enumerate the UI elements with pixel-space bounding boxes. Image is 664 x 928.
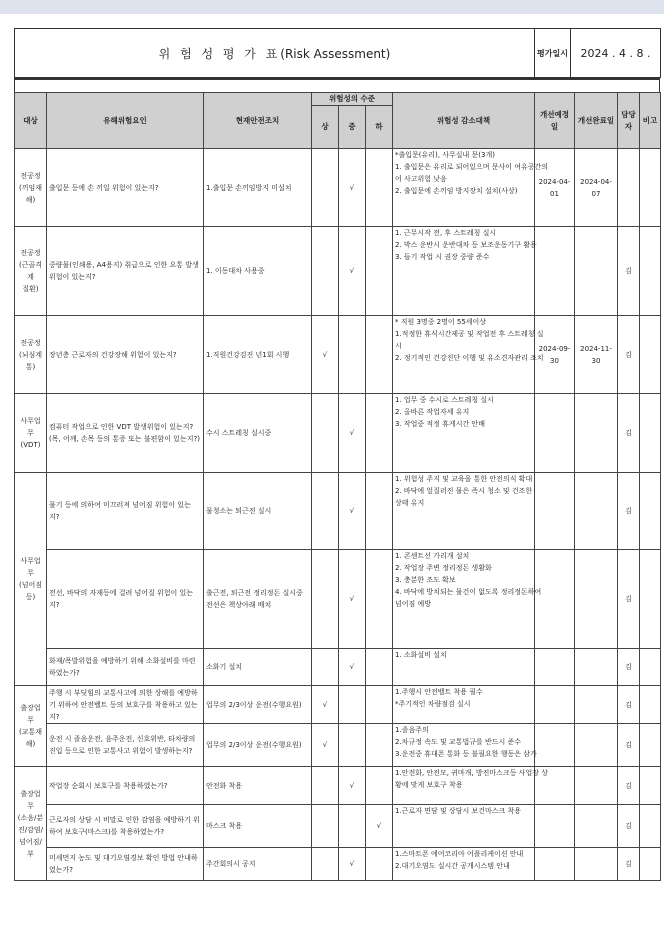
done-date-cell [575, 227, 618, 316]
top-band [0, 0, 664, 14]
level-high-cell [312, 848, 339, 881]
check-mark: √ [349, 507, 355, 515]
measure-line: 넘어짐 예방 [395, 600, 432, 608]
table-row [15, 550, 661, 649]
done-date-cell: 2024-11-30 [575, 316, 618, 394]
level-low-cell [366, 724, 393, 767]
title-table [14, 28, 661, 78]
measures-cell [393, 316, 544, 394]
level-low-cell [366, 316, 393, 394]
level-high-cell [312, 805, 339, 848]
check-mark: √ [349, 429, 355, 437]
col-level: 위험성의 수준 [312, 93, 393, 106]
level-low-cell [366, 394, 393, 473]
risk-table [14, 92, 661, 881]
measure-line: 1.안전화, 안전모, 귀마개, 방진마스크등 사업장 상 [395, 769, 548, 777]
page-title: 위 험 성 평 가 표(Risk Assessment) [15, 29, 535, 78]
check-mark: √ [322, 741, 328, 749]
current-measure-cell: 1.출입문 손끼임방지 미설치 [204, 149, 312, 227]
level-mid-cell [339, 550, 366, 649]
table-row [15, 149, 661, 227]
done-date-cell [575, 686, 618, 724]
note-cell [640, 550, 661, 649]
measures-cell [393, 848, 535, 881]
table-row [15, 316, 661, 394]
target-cell: 전공정 (끼임재해) [15, 149, 47, 227]
measure-line: 1. 위험성 주지 및 교육을 통한 안전의식 확대 [395, 475, 533, 483]
plan-date-cell [535, 848, 575, 881]
measure-line: * 직원 3명중 2명이 55세이상 [395, 318, 487, 326]
check-mark: √ [349, 595, 355, 603]
done-date-cell [575, 394, 618, 473]
level-mid-cell [339, 316, 366, 394]
col-owner: 담당자 [618, 93, 640, 149]
measures-cell [393, 227, 535, 316]
owner-cell: 김 [618, 649, 640, 686]
level-mid-cell [339, 805, 366, 848]
measures-list [395, 767, 548, 803]
check-mark: √ [376, 822, 382, 830]
table-row [15, 805, 661, 848]
target-cell: 사무업무 (VDT) [15, 394, 47, 473]
plan-date-cell [535, 805, 575, 848]
current-measure-cell: 소화기 설치 [204, 649, 312, 686]
level-mid-cell [339, 649, 366, 686]
target-cell: 사무업무 (넘어짐등) [15, 473, 47, 686]
level-low-cell [366, 805, 393, 848]
measures-list [395, 316, 544, 392]
target-cell: 출장업무 (교통재해) [15, 686, 47, 767]
note-cell [640, 848, 661, 881]
done-date-cell [575, 767, 618, 805]
hazard-cell: 출입문 등에 손 끼일 위험이 있는지? [47, 149, 204, 227]
measures-cell [393, 394, 535, 473]
table-row [15, 649, 661, 686]
col-level-mid: 중 [339, 106, 366, 149]
col-level-low: 하 [366, 106, 393, 149]
measure-line: 1.근로자 면담 및 상담시 보건마스크 착용 [395, 807, 521, 815]
measure-line: *출입문(유리), 사무실내 문(3개) [395, 151, 495, 159]
measures-cell [393, 473, 535, 550]
level-mid-cell [339, 767, 366, 805]
measure-line: 1. 근무시작 전, 후 스트레칭 실시 [395, 229, 497, 237]
measure-line: 1. 소화설비 설치 [395, 651, 447, 659]
level-high-cell [312, 649, 339, 686]
measure-line: 3.운전중 휴대폰 통화 등 불필요한 행동은 삼가 [395, 750, 537, 758]
level-low-cell [366, 149, 393, 227]
note-cell [640, 686, 661, 724]
level-low-cell [366, 550, 393, 649]
measure-line: 4. 바닥에 방치되는 물건이 없도록 정리정돈하여 [395, 588, 542, 596]
level-mid-cell [339, 724, 366, 767]
current-measure-cell: 수시 스트레칭 실시중 [204, 394, 312, 473]
done-date-cell [575, 848, 618, 881]
owner-cell [618, 149, 640, 227]
owner-cell: 김 [618, 686, 640, 724]
note-cell [640, 394, 661, 473]
table-row [15, 227, 661, 316]
hazard-cell: 근로자의 상담 시 비말로 인한 감염을 예방하기 위하여 보호구(마스크)를 착용하였는가? [47, 805, 204, 848]
col-done-date: 개선완료일 [575, 93, 618, 149]
measures-list [395, 227, 537, 314]
current-measure-cell: 출근전, 퇴근전 정리정돈 실시중 전선은 책상아래 배치 [204, 550, 312, 649]
note-cell [640, 724, 661, 767]
col-current: 현재안전조치 [204, 93, 312, 149]
measure-line: 2. 출입문에 손끼임 방지장치 설치(사상) [395, 187, 518, 195]
check-mark: √ [322, 350, 328, 359]
level-low-cell [366, 767, 393, 805]
check-mark: √ [349, 183, 355, 192]
hazard-cell: 장년층 근로자의 건강장해 위험이 있는지? [47, 316, 204, 394]
level-high-cell [312, 316, 339, 394]
plan-date-cell: 2024-09-30 [535, 316, 575, 394]
hazard-cell: 미세먼지 농도 및 대기오염경보 확인 방법 안내하였는가? [47, 848, 204, 881]
eval-date-value: 2024 . 4 . 8 . [571, 29, 661, 78]
done-date-cell [575, 724, 618, 767]
plan-date-cell [535, 550, 575, 649]
table-row [15, 767, 661, 805]
owner-cell: 김 [618, 767, 640, 805]
measures-list [395, 724, 537, 765]
owner-cell: 김 [618, 550, 640, 649]
hazard-cell: 중량물(인쇄용, A4용지) 취급으로 인한 요통 발생 위험이 있는지? [47, 227, 204, 316]
check-mark: √ [322, 700, 328, 709]
measure-line: 2.대기오염도 실시간 공개시스템 안내 [395, 862, 510, 870]
spacer-row [14, 78, 660, 92]
level-high-cell [312, 724, 339, 767]
hazard-cell: 작업장 순회시 보호구를 착용하였는가? [47, 767, 204, 805]
measure-line: 2. 올바른 작업자세 유지 [395, 408, 470, 416]
hazard-cell: 운전 시 졸음운전, 음주운전, 신호위반, 타차량의 진입 등으로 인한 교통사고 위험이 발생하는지? [47, 724, 204, 767]
measures-cell [393, 767, 548, 805]
done-date-cell [575, 473, 618, 550]
measures-cell [393, 724, 535, 767]
measures-list [395, 550, 542, 647]
measure-line: *주기적인 차량점검 실시 [395, 700, 471, 708]
table-row [15, 724, 661, 767]
col-plan-date: 개선예정일 [535, 93, 575, 149]
measures-cell [393, 805, 535, 848]
measures-list [395, 473, 532, 548]
hazard-cell: 컴퓨터 작업으로 인한 VDT 발생위험이 있는지? (목, 어깨, 손목 등의 통증 또는 불편함이 있는지?) [47, 394, 204, 473]
measure-line: 1.주행시 안전벨트 착용 필수 [395, 688, 483, 696]
measure-line: 상태 유지 [395, 499, 425, 507]
done-date-cell: 2024-04-07 [575, 149, 618, 227]
note-cell [640, 227, 661, 316]
level-low-cell [366, 686, 393, 724]
hazard-cell: 물기 등에 의하여 미끄러져 넘어짐 위험이 있는지? [47, 473, 204, 550]
level-high-cell [312, 550, 339, 649]
level-mid-cell [339, 149, 366, 227]
target-cell: 출장업무 (소음/분 진/감염/ 넘어짐/부 [15, 767, 47, 881]
risk-assessment-sheet [14, 28, 660, 881]
level-low-cell [366, 848, 393, 881]
table-row [15, 848, 661, 881]
plan-date-cell [535, 394, 575, 473]
measure-line: 2. 박스 운반시 운반대차 등 보조운동기구 활용 [395, 241, 537, 249]
target-cell: 전공정 (뇌심계통) [15, 316, 47, 394]
current-measure-cell: 안전화 착용 [204, 767, 312, 805]
level-mid-cell [339, 686, 366, 724]
check-mark: √ [349, 860, 355, 868]
measure-line: 2. 작업장 주변 정리정돈 생활화 [395, 564, 492, 572]
plan-date-cell [535, 473, 575, 550]
note-cell [640, 473, 661, 550]
level-high-cell [312, 394, 339, 473]
table-row [15, 686, 661, 724]
level-high-cell [312, 473, 339, 550]
owner-cell: 김 [618, 316, 640, 394]
measures-list [395, 848, 532, 879]
table-row [15, 394, 661, 473]
col-level-high: 상 [312, 106, 339, 149]
owner-cell: 김 [618, 724, 640, 767]
measure-line: 3. 들기 작업 시 권장 중량 준수 [395, 253, 490, 261]
measure-line: 시 [395, 342, 402, 350]
col-hazard: 유해위험요인 [47, 93, 204, 149]
level-low-cell [366, 227, 393, 316]
measures-list [395, 149, 549, 225]
owner-cell: 김 [618, 473, 640, 550]
level-mid-cell [339, 394, 366, 473]
measures-list [395, 686, 532, 722]
current-measure-cell: 물청소는 퇴근전 실시 [204, 473, 312, 550]
measures-cell [393, 149, 549, 227]
level-low-cell [366, 473, 393, 550]
level-mid-cell [339, 473, 366, 550]
owner-cell: 김 [618, 227, 640, 316]
note-cell [640, 805, 661, 848]
measure-line: 1. 출입문은 유리로 되어있으며 문사이 여유공간의 [395, 163, 549, 171]
table-row [15, 473, 661, 550]
measure-line: 2.차규정 속도 및 교통법규를 반드시 준수 [395, 738, 521, 746]
note-cell [640, 316, 661, 394]
check-mark: √ [349, 663, 355, 671]
level-high-cell [312, 227, 339, 316]
plan-date-cell [535, 227, 575, 316]
measure-line: 3. 작업중 적정 휴게시간 안배 [395, 420, 485, 428]
measures-cell [393, 686, 535, 724]
note-cell [640, 767, 661, 805]
current-measure-cell: 마스크 착용 [204, 805, 312, 848]
level-mid-cell [339, 227, 366, 316]
measures-cell [393, 649, 535, 686]
measure-line: 2. 정기적인 건강진단 이행 및 유소견자관리 조치 [395, 354, 544, 362]
measures-cell [393, 550, 542, 649]
plan-date-cell [535, 686, 575, 724]
measure-line: 3. 충분한 조도 확보 [395, 576, 456, 584]
owner-cell: 김 [618, 805, 640, 848]
current-measure-cell: 업무의 2/3이상 운전(수행요원) [204, 686, 312, 724]
measure-line: 황에 맞게 보호구 착용 [395, 781, 463, 789]
owner-cell: 김 [618, 848, 640, 881]
check-mark: √ [349, 781, 355, 790]
measures-list [395, 649, 532, 684]
level-high-cell [312, 149, 339, 227]
level-low-cell [366, 649, 393, 686]
plan-date-cell [535, 649, 575, 686]
plan-date-cell [535, 724, 575, 767]
done-date-cell [575, 805, 618, 848]
measure-line: 1. 콘센트선 가리개 설치 [395, 552, 470, 560]
col-measures: 위험성 감소대책 [393, 93, 535, 149]
hazard-cell: 전선, 바닥의 자재등에 걸려 넘어질 위험이 있는지? [47, 550, 204, 649]
measure-line: 1.졸음주의 [395, 726, 429, 734]
current-measure-cell: 주간회의시 공지 [204, 848, 312, 881]
done-date-cell [575, 649, 618, 686]
level-high-cell [312, 686, 339, 724]
hazard-cell: 주행 시 부딪힘의 교통사고에 의한 상해를 예방하기 위하여 안전벨트 등의 보호구를 착용하고 있는지? [47, 686, 204, 724]
note-cell [640, 149, 661, 227]
done-date-cell [575, 550, 618, 649]
current-measure-cell: 1. 이동대차 사용중 [204, 227, 312, 316]
level-high-cell [312, 767, 339, 805]
target-cell: 전공정 (근골격계 질환) [15, 227, 47, 316]
measure-line: 어 사고위험 낮음 [395, 175, 447, 183]
col-target: 대상 [15, 93, 47, 149]
current-measure-cell: 1.직원건강검진 년1회 시행 [204, 316, 312, 394]
measure-line: 2. 바닥에 엎질러진 물은 즉시 청소 및 건조한 [395, 487, 533, 495]
plan-date-cell: 2024-04-01 [535, 149, 575, 227]
measures-list [395, 805, 532, 846]
eval-date-label: 평가일시 [535, 29, 571, 78]
owner-cell: 김 [618, 394, 640, 473]
col-note: 비고 [640, 93, 661, 149]
measure-line: 1. 업무 중 수시로 스트레칭 실시 [395, 396, 494, 404]
level-mid-cell [339, 848, 366, 881]
current-measure-cell: 업무의 2/3이상 운전(수행요원) [204, 724, 312, 767]
measure-line: 1.스마트폰 에어코리아 어플리케이션 안내 [395, 850, 524, 858]
check-mark: √ [349, 267, 355, 275]
note-cell [640, 649, 661, 686]
measure-line: 1.적정한 휴식시간제공 및 작업전 후 스트레칭 실 [395, 330, 544, 338]
measures-list [395, 394, 532, 471]
hazard-cell: 화재/폭발위험을 예방하기 위해 소화설비를 마련하였는가? [47, 649, 204, 686]
